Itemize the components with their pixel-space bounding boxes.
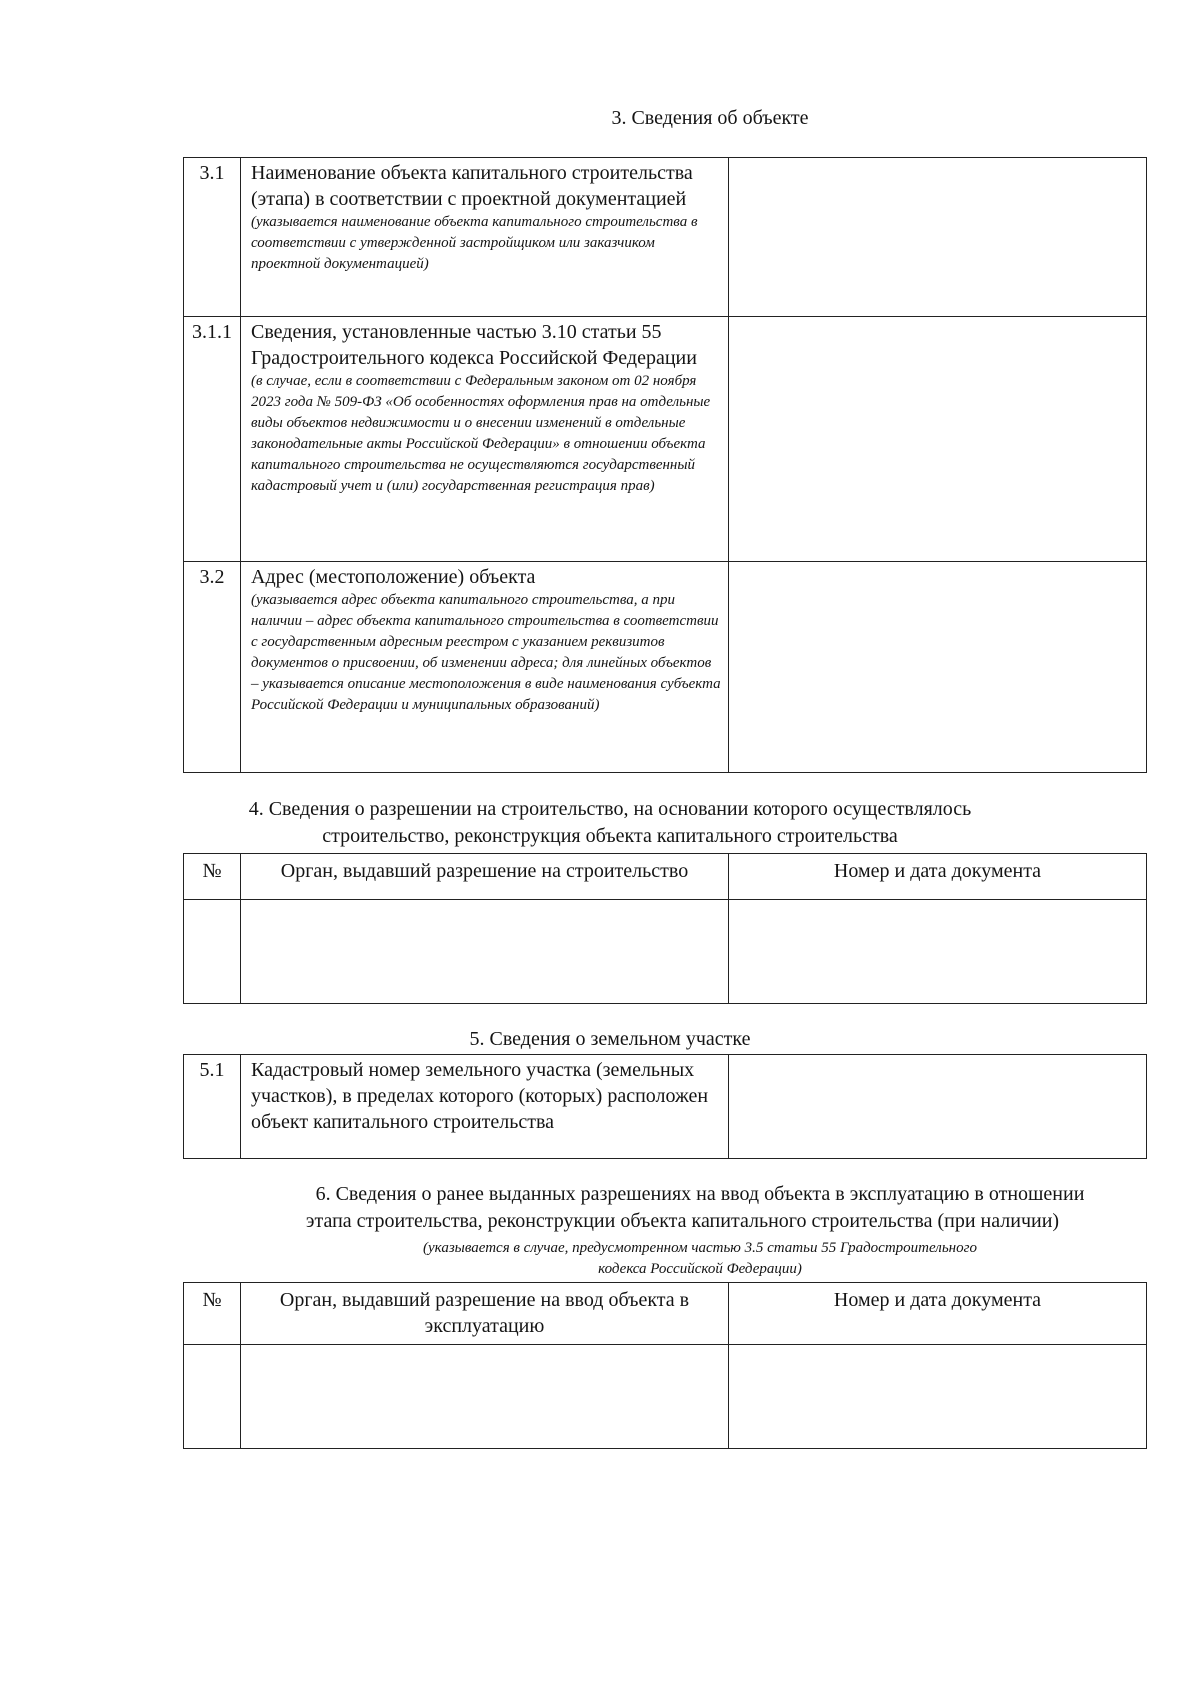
table-row — [184, 562, 1147, 773]
row-number: 3.1 — [184, 158, 241, 317]
row-number: 3.2 — [184, 562, 241, 773]
table-row — [184, 900, 1147, 1004]
permit-document-field[interactable] — [729, 900, 1147, 1004]
cadastral-number-field[interactable] — [729, 1055, 1147, 1159]
section-4-title-line2: строительство, реконструкция объекта капитального строительства — [322, 825, 898, 847]
table-row — [184, 1055, 1147, 1159]
number-field[interactable] — [184, 1345, 241, 1449]
object-name-field[interactable] — [729, 158, 1147, 317]
commissioning-organ-field[interactable] — [241, 1345, 729, 1449]
row-note: (указывается наименование объекта капитального строительства в соответствии с утвержденной застройщиком или заказчиком проектной документацией) — [251, 214, 698, 272]
row-label: Сведения, установленные частью 3.10 статьи 55 Градостроительного кодекса Российской Федерации — [251, 321, 697, 369]
row-label: Кадастровый номер земельного участка (земельных участков), в пределах которого (которых) расположен объект капитального строительства — [241, 1055, 729, 1159]
legal-info-field[interactable] — [729, 317, 1147, 562]
row-label: Адрес (местоположение) объекта — [251, 566, 536, 588]
column-header-organ: Орган, выдавший разрешение на ввод объекта в эксплуатацию — [241, 1283, 729, 1345]
row-number: 5.1 — [184, 1055, 241, 1159]
row-note: (в случае, если в соответствии с Федеральным законом от 02 ноября 2023 года № 509-ФЗ «Об особенностях оформления прав на отдельные виды объектов недвижимости и о внесении изменений в отдельные законодательные акты Российской Федерации» в отношении объекта капитального строительства не осуществляются государственный кадастровый учет и (или) государственная регистрация прав) — [251, 373, 711, 494]
row-label-cell — [241, 562, 729, 773]
table-row — [184, 158, 1147, 317]
section-6-note-line1: (указывается в случае, предусмотренном частью 3.5 статьи 55 Градостроительного — [423, 1240, 977, 1256]
table-header-row — [184, 854, 1147, 900]
section-5-title: 5. Сведения о земельном участке — [469, 1028, 751, 1050]
section-6-table — [183, 1282, 1147, 1449]
section-4-title-line1: 4. Сведения о разрешении на строительство, на основании которого осуществлялось — [248, 798, 972, 820]
section-6-note-line2: кодекса Российской Федерации) — [598, 1261, 802, 1277]
row-note: (указывается адрес объекта капитального строительства, а при наличии – адрес объекта капитального строительства в соответствии с государственным адресным реестром с указанием реквизитов документов о присвоении, об изменении адреса; для линейных объектов – указывается описание местоположения в виде наименования субъекта Российской Федерации и муниципальных образований) — [251, 592, 721, 713]
section-6-title-line2: этапа строительства, реконструкции объекта капитального строительства (при наличии) — [305, 1210, 1060, 1232]
section-3-table — [183, 157, 1147, 773]
address-field[interactable] — [729, 562, 1147, 773]
row-number: 3.1.1 — [184, 317, 241, 562]
permit-organ-field[interactable] — [241, 900, 729, 1004]
column-header-number: № — [184, 1283, 241, 1345]
column-header-document: Номер и дата документа — [729, 1283, 1147, 1345]
column-header-number: № — [184, 854, 241, 900]
row-label-cell — [241, 317, 729, 562]
column-header-document: Номер и дата документа — [729, 854, 1147, 900]
number-field[interactable] — [184, 900, 241, 1004]
table-row — [184, 317, 1147, 562]
table-header-row — [184, 1283, 1147, 1345]
row-label-cell — [241, 158, 729, 317]
section-6-title-line1: 6. Сведения о ранее выданных разрешениях на ввод объекта в эксплуатацию в отношении — [315, 1183, 1085, 1205]
commissioning-document-field[interactable] — [729, 1345, 1147, 1449]
section-4-table — [183, 853, 1147, 1004]
table-row — [184, 1345, 1147, 1449]
row-label: Наименование объекта капитального строительства (этапа) в соответствии с проектной документацией — [251, 162, 693, 210]
column-header-organ: Орган, выдавший разрешение на строительство — [241, 854, 729, 900]
section-5-table — [183, 1054, 1147, 1159]
section-3-title: 3. Сведения об объекте — [611, 107, 809, 129]
